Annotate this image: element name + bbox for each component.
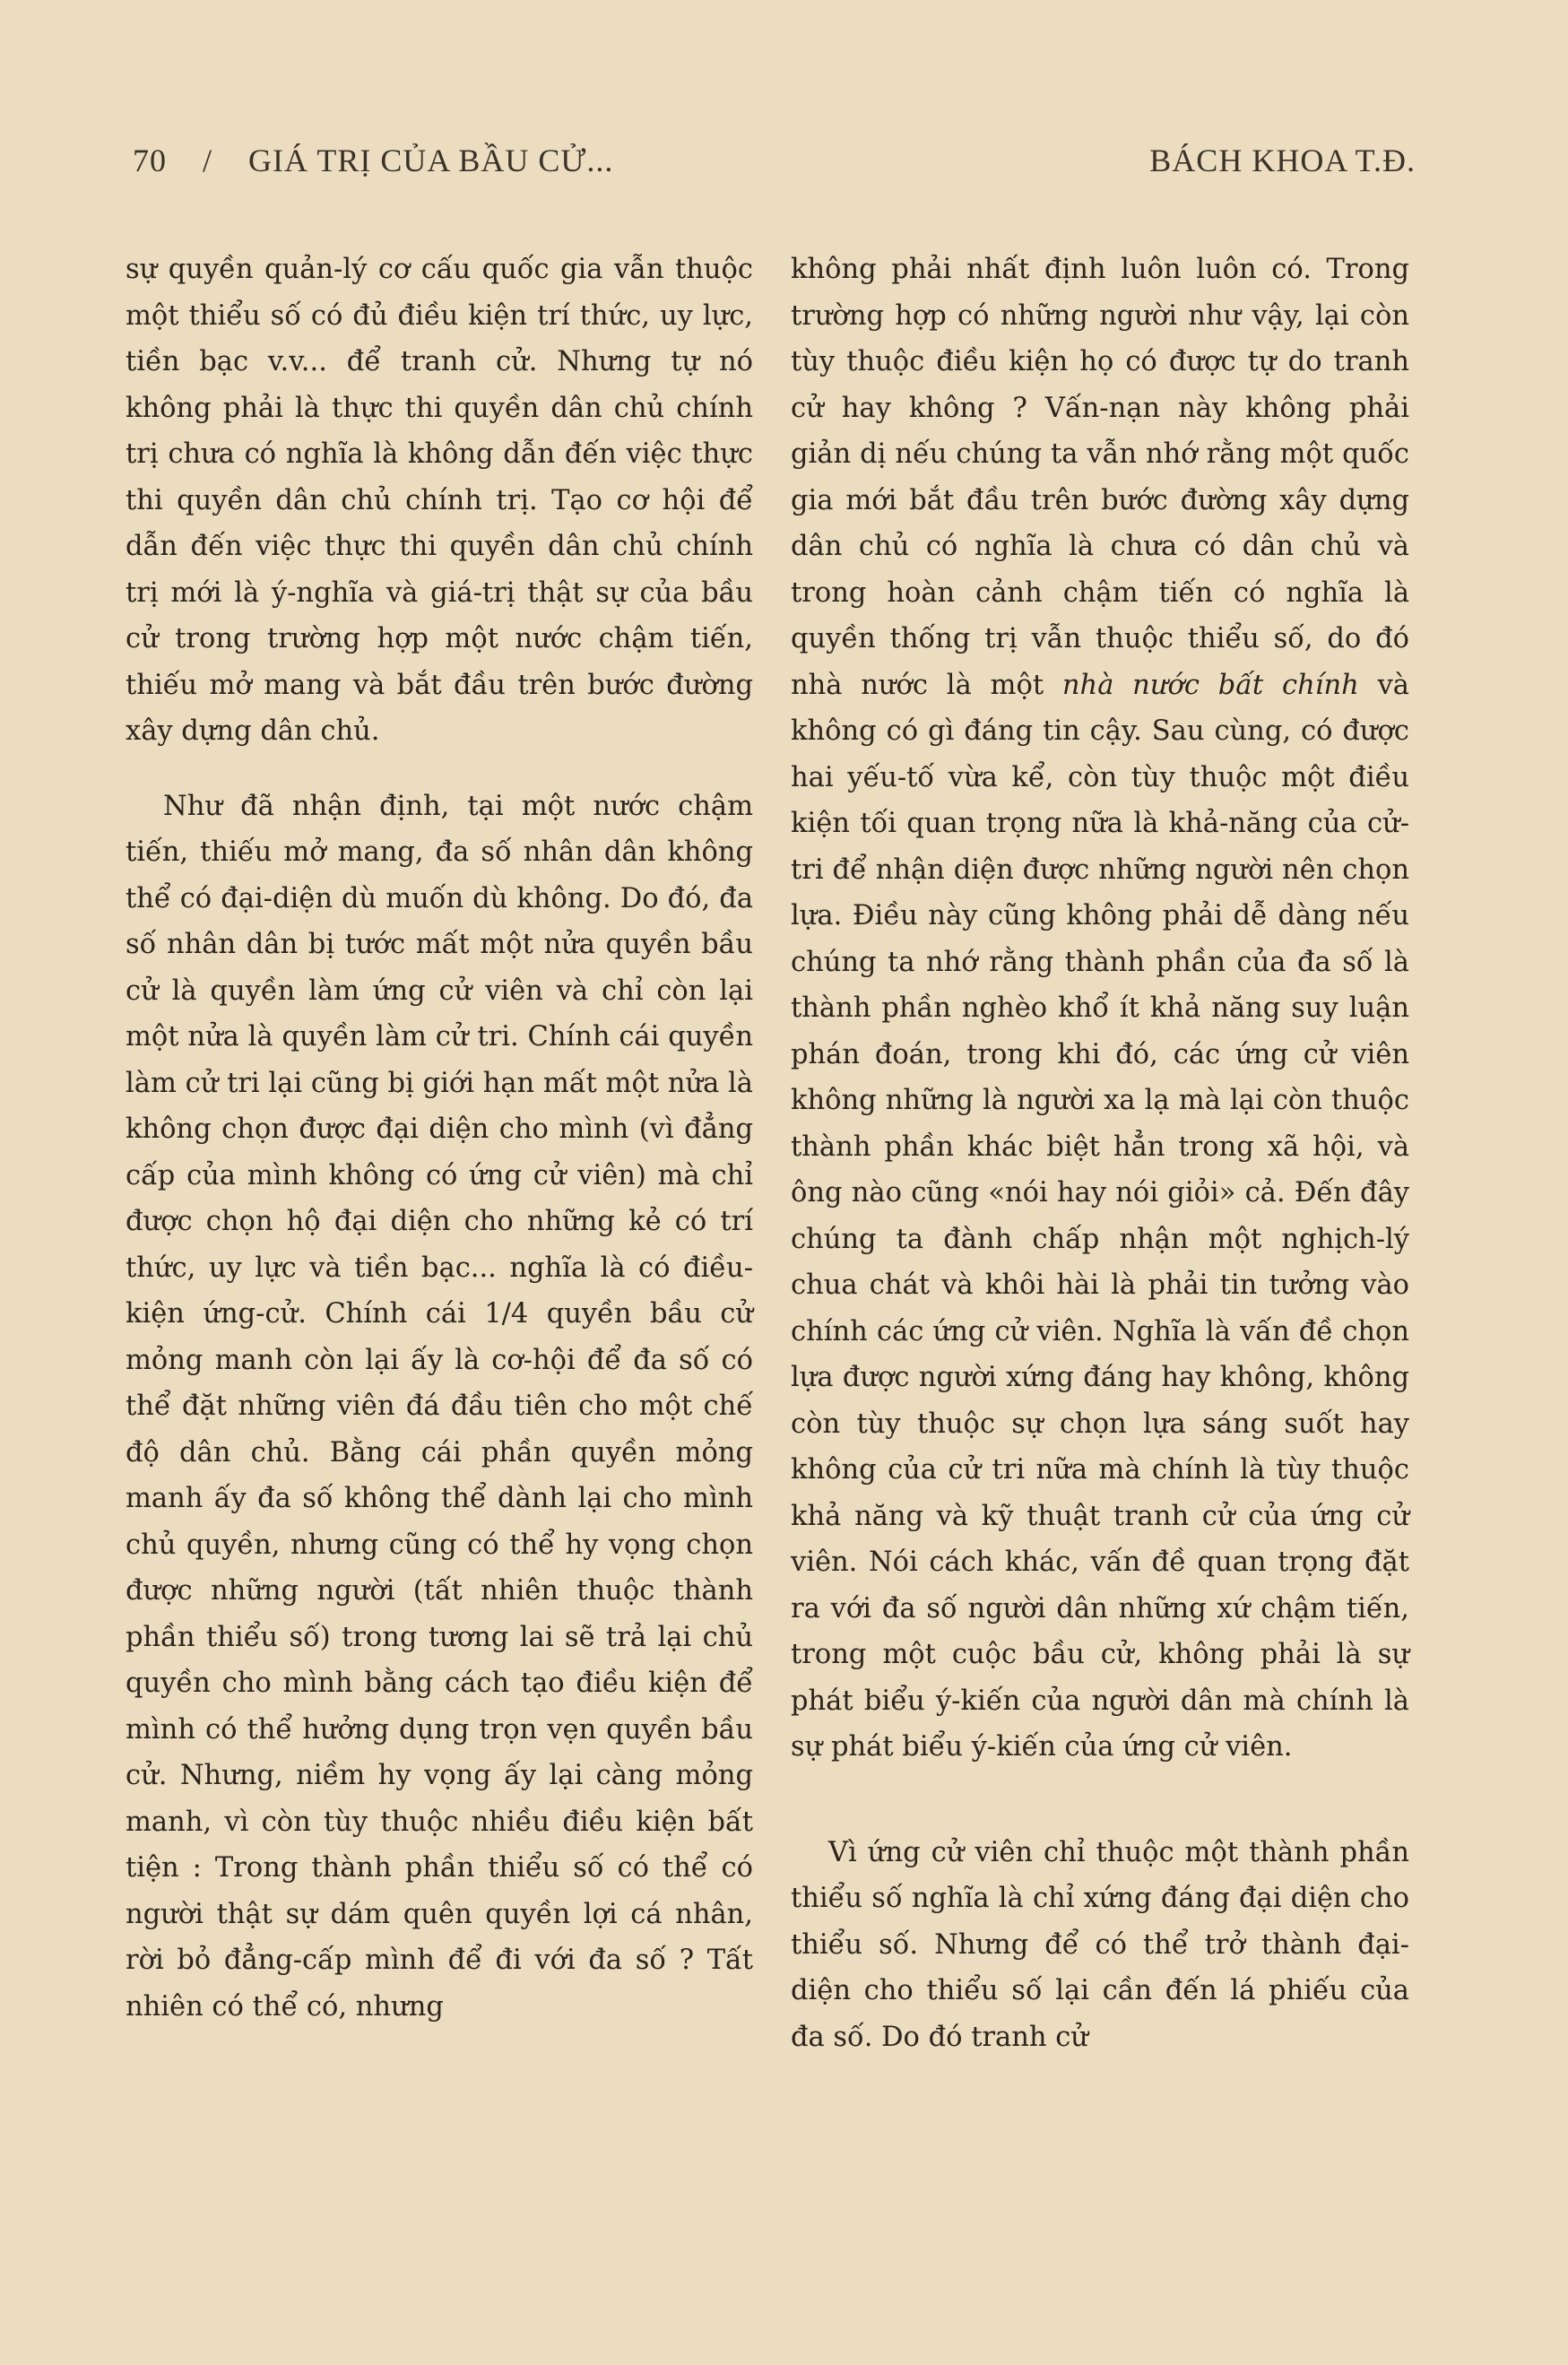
- right-paragraph-1-part-a: không phải nhất định luôn luôn có. Trong trường hợp có những người như vậy, lại còn tùy thuộc điều kiện họ có được tự do tranh cử hay không ? Vấn-nạn này không phải giản dị nếu chúng ta vẫn nhớ rằng một quốc gia mới bắt đầu trên bước đường xây dựng dân chủ có nghĩa là chưa có dân chủ và trong hoàn cảnh chậm tiến có nghĩa là quyền thống trị vẫn thuộc thiểu số, do đó nhà nước là một: [791, 254, 1409, 701]
- right-paragraph-2: Vì ứng cử viên chỉ thuộc một thành phần thiểu số nghĩa là chỉ xứng đáng đại diện cho thiểu số. Nhưng để có thể trở thành đại-diện cho thiểu số lại cần đến lá phiếu của đa số. Do đó tranh cử: [791, 1836, 1409, 2053]
- section-title: GIÁ TRỊ CỦA BẦU CỬ...: [248, 143, 614, 178]
- header-separator: /: [203, 143, 213, 178]
- left-paragraph-1: sự quyền quản-lý cơ cấu quốc gia vẫn thuộc một thiểu số có đủ điều kiện trí thức, uy lực, tiền bạc v.v... để tranh cử. Nhưng tự nó không phải là thực thi quyền dân chủ chính trị chưa có nghĩa là không dẫn đến việc thực thi quyền dân chủ chính trị. Tạo cơ hội để dẫn đến việc thực thi quyền dân chủ chính trị mới là ý-nghĩa và giá-trị thật sự của bầu cử trong trường hợp một nước chậm tiến, thiếu mở mang và bắt đầu trên bước đường xây dựng dân chủ.: [126, 254, 753, 747]
- right-paragraph-1-emphasis: nhà nước bất chính: [1061, 669, 1359, 701]
- left-paragraph-2: Như đã nhận định, tại một nước chậm tiến, thiếu mở mang, đa số nhân dân không thể có đại-diện dù muốn dù không. Do đó, đa số nhân dân bị tước mất một nửa quyền bầu cử là quyền làm ứng cử viên và chỉ còn lại một nửa là quyền làm cử tri. Chính cái quyền làm cử tri lại cũng bị giới hạn mất một nửa là không chọn được đại diện cho mình (vì đẳng cấp của mình không có ứng cử viên) mà chỉ được chọn hộ đại diện cho những kẻ có trí thức, uy lực và tiền bạc... nghĩa là có điều-kiện ứng-cử. Chính cái 1/4 quyền bầu cử mỏng manh còn lại ấy là cơ-hội để đa số có thể đặt những viên đá đầu tiên cho một chế độ dân chủ. Bằng cái phần quyền mỏng manh ấy đa số không thể dành lại cho mình chủ quyền, nhưng cũng có thể hy vọng chọn được những người (tất nhiên thuộc thành phần thiểu số) trong tương lai sẽ trả lại chủ quyền cho mình bằng cách tạo điều kiện để mình có thể hưởng dụng trọn vẹn quyền bầu cử. Nhưng, niềm hy vọng ấy lại càng mỏng manh, vì còn tùy thuộc nhiều điều kiện bất tiện : Trong thành phần thiểu số có thể có người thật sự dám quên quyền lợi cá nhân, rời bỏ đẳng-cấp mình để đi với đa số ? Tất nhiên có thể có, nhưng: [126, 790, 753, 2023]
- page-number: 70: [133, 143, 167, 178]
- right-paragraph-1: [791, 247, 1409, 1771]
- page-header: [133, 142, 1416, 179]
- publication-name: BÁCH KHOA T.Đ.: [1149, 143, 1416, 178]
- right-column: [791, 247, 1409, 2060]
- right-paragraph-1-part-b: và không có gì đáng tin cậy. Sau cùng, có được hai yếu-tố vừa kể, còn tùy thuộc một điều kiện tối quan trọng nữa là khả-năng của cử-tri để nhận diện được những người nên chọn lựa. Điều này cũng không phải dễ dàng nếu chúng ta nhớ rằng thành phần của đa số là thành phần nghèo khổ ít khả năng suy luận phán đoán, trong khi đó, các ứng cử viên không những là người xa lạ mà lại còn thuộc thành phần khác biệt hẳn trong xã hội, và ông nào cũng «nói hay nói giỏi» cả. Đến đây chúng ta đành chấp nhận một nghịch-lý chua chát và khôi hài là phải tin tưởng vào chính các ứng cử viên. Nghĩa là vấn đề chọn lựa được người xứng đáng hay không, không còn tùy thuộc sự chọn lựa sáng suốt hay không của cử tri nữa mà chính là tùy thuộc khả năng và kỹ thuật tranh cử của ứng cử viên. Nói cách khác, vấn đề quan trọng đặt ra với đa số người dân những xứ chậm tiến, trong một cuộc bầu cử, không phải là sự phát biểu ý-kiến của người dân mà chính là sự phát biểu ý-kiến của ứng cử viên.: [791, 669, 1409, 1763]
- header-left: [133, 142, 649, 179]
- left-column: [126, 247, 753, 2030]
